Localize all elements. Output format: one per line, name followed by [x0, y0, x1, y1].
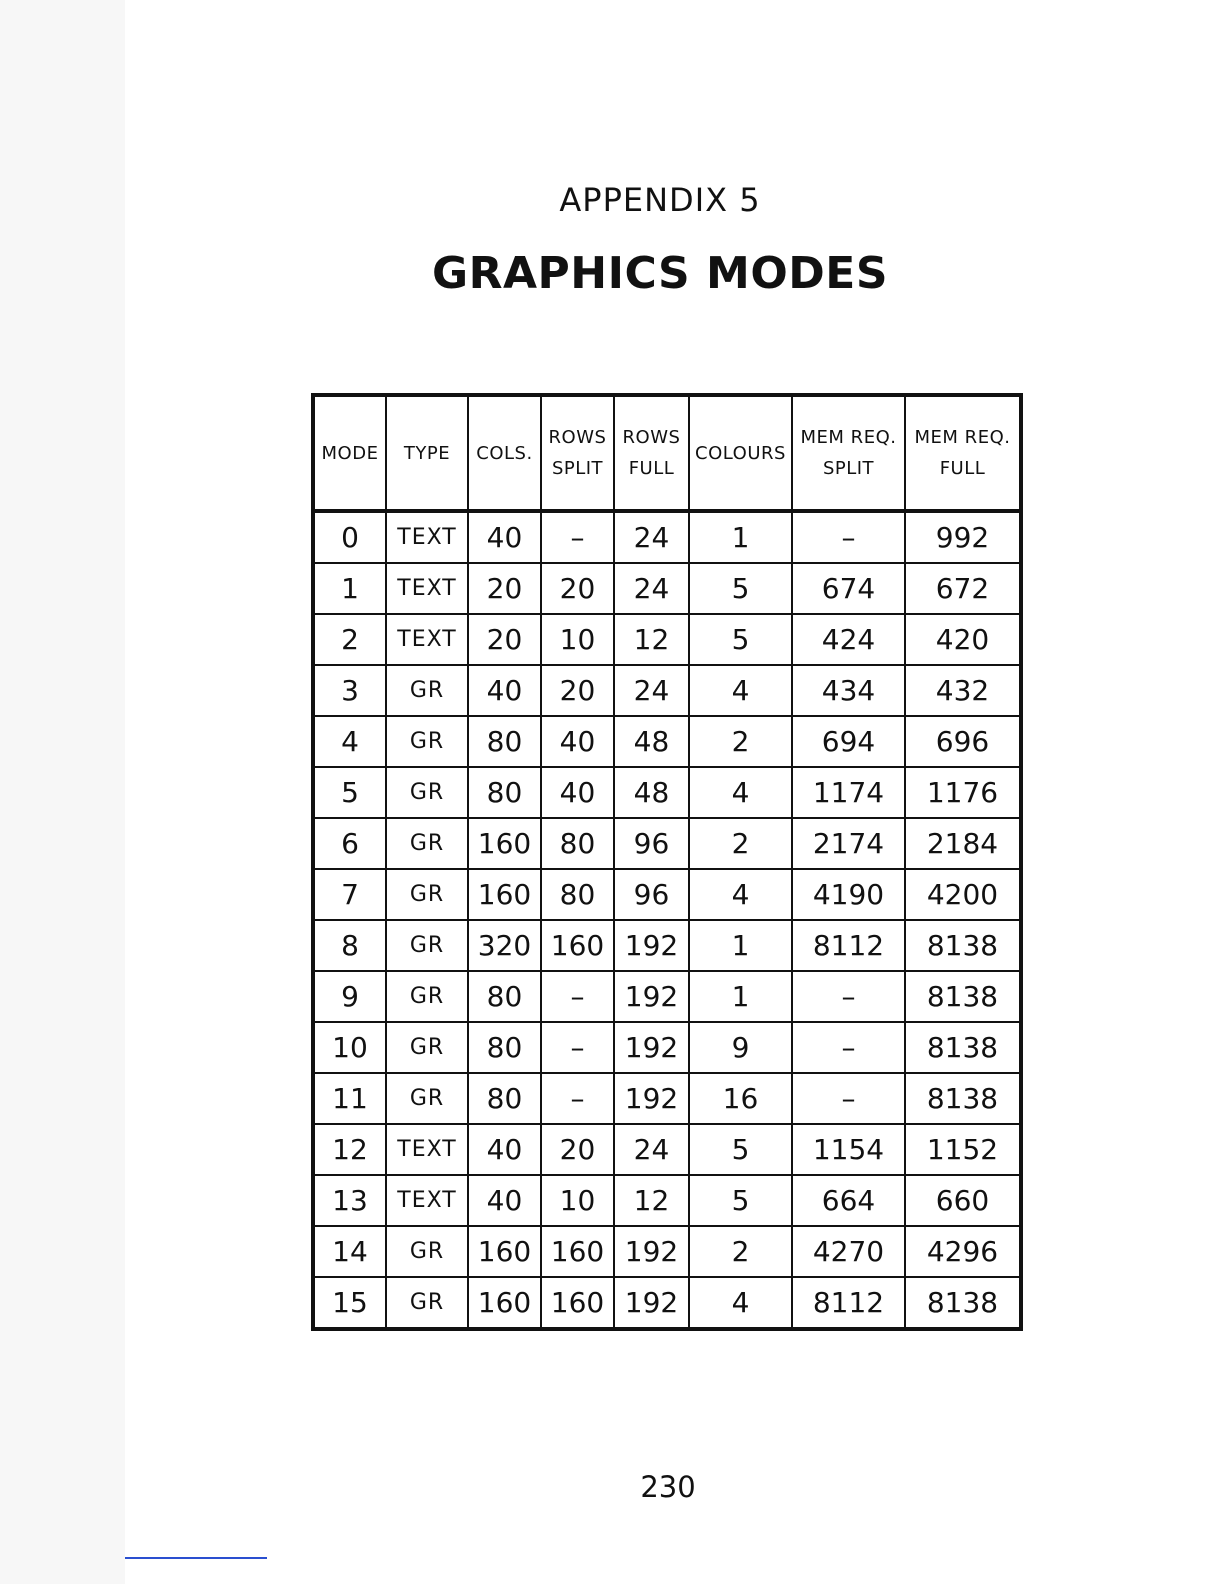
cell-type: TEXT: [386, 614, 468, 665]
cell-rows-full: 192: [614, 1073, 689, 1124]
table-row: [313, 818, 1021, 869]
cell-colours: 1: [689, 511, 792, 563]
cell-mode: 9: [313, 971, 386, 1022]
cell-mem-req-full: 420: [905, 614, 1021, 665]
cell-rows-split: 80: [541, 869, 614, 920]
header-mem-req-full: MEM REQ. FULL: [905, 395, 1021, 511]
cell-mode: 2: [313, 614, 386, 665]
cell-mem-req-full: 992: [905, 511, 1021, 563]
cell-rows-split: 160: [541, 1226, 614, 1277]
cell-colours: 1: [689, 971, 792, 1022]
table-row: [313, 1175, 1021, 1226]
table-row: [313, 869, 1021, 920]
cell-rows-split: 20: [541, 563, 614, 614]
cell-mem-req-full: 4200: [905, 869, 1021, 920]
cell-colours: 1: [689, 920, 792, 971]
cell-mode: 0: [313, 511, 386, 563]
cell-rows-split: 40: [541, 716, 614, 767]
cell-type: GR: [386, 818, 468, 869]
appendix-heading: APPENDIX 5: [559, 181, 761, 219]
cell-mem-req-split: 8112: [792, 920, 905, 971]
cell-colours: 9: [689, 1022, 792, 1073]
cell-colours: 4: [689, 767, 792, 818]
cell-mem-req-split: –: [792, 1022, 905, 1073]
cell-mem-req-split: 8112: [792, 1277, 905, 1329]
table-row: [313, 665, 1021, 716]
cell-mem-req-split: 2174: [792, 818, 905, 869]
cell-rows-full: 48: [614, 716, 689, 767]
table-row: [313, 716, 1021, 767]
cell-type: GR: [386, 767, 468, 818]
cell-rows-full: 96: [614, 869, 689, 920]
cell-rows-split: 40: [541, 767, 614, 818]
cell-mode: 5: [313, 767, 386, 818]
page-margin-shade: [0, 0, 125, 1584]
header-rows-full: ROWS FULL: [614, 395, 689, 511]
cell-type: GR: [386, 1277, 468, 1329]
cell-mem-req-full: 1176: [905, 767, 1021, 818]
cell-mem-req-full: 8138: [905, 920, 1021, 971]
cell-rows-full: 12: [614, 614, 689, 665]
cell-mem-req-full: 1152: [905, 1124, 1021, 1175]
cell-rows-split: –: [541, 511, 614, 563]
cell-rows-full: 24: [614, 665, 689, 716]
cell-mode: 4: [313, 716, 386, 767]
cell-rows-split: –: [541, 1073, 614, 1124]
cell-mode: 11: [313, 1073, 386, 1124]
cell-mem-req-split: –: [792, 971, 905, 1022]
header-type: TYPE: [386, 395, 468, 511]
cell-cols: 160: [468, 818, 541, 869]
cell-mem-req-full: 8138: [905, 1277, 1021, 1329]
cell-cols: 40: [468, 665, 541, 716]
cell-mode: 15: [313, 1277, 386, 1329]
table-row: [313, 1022, 1021, 1073]
cell-colours: 16: [689, 1073, 792, 1124]
cell-mode: 1: [313, 563, 386, 614]
cell-cols: 80: [468, 767, 541, 818]
cell-mode: 6: [313, 818, 386, 869]
cell-colours: 5: [689, 614, 792, 665]
header-mem-req-split: MEM REQ. SPLIT: [792, 395, 905, 511]
table-row: [313, 1124, 1021, 1175]
cell-colours: 5: [689, 1175, 792, 1226]
cell-colours: 4: [689, 869, 792, 920]
cell-mode: 14: [313, 1226, 386, 1277]
cell-rows-split: 80: [541, 818, 614, 869]
table-row: [313, 767, 1021, 818]
cell-mem-req-split: 1154: [792, 1124, 905, 1175]
cell-cols: 80: [468, 971, 541, 1022]
cell-mem-req-split: 424: [792, 614, 905, 665]
page-number: 230: [640, 1470, 696, 1504]
cell-cols: 40: [468, 1124, 541, 1175]
cell-cols: 20: [468, 563, 541, 614]
cell-mode: 13: [313, 1175, 386, 1226]
cell-type: TEXT: [386, 563, 468, 614]
cell-mem-req-split: 4270: [792, 1226, 905, 1277]
table-row: [313, 1226, 1021, 1277]
cell-colours: 4: [689, 1277, 792, 1329]
cell-rows-split: 20: [541, 1124, 614, 1175]
graphics-modes-table: [311, 393, 1023, 1331]
cell-cols: 80: [468, 1073, 541, 1124]
table-row: [313, 563, 1021, 614]
cell-rows-full: 192: [614, 1022, 689, 1073]
cell-cols: 40: [468, 1175, 541, 1226]
cell-cols: 320: [468, 920, 541, 971]
cell-rows-full: 192: [614, 1277, 689, 1329]
table-row: [313, 1277, 1021, 1329]
header-colours: COLOURS: [689, 395, 792, 511]
cell-rows-split: 20: [541, 665, 614, 716]
cell-cols: 80: [468, 716, 541, 767]
cell-type: GR: [386, 1226, 468, 1277]
cell-rows-full: 192: [614, 920, 689, 971]
header-rows-split: ROWS SPLIT: [541, 395, 614, 511]
cell-cols: 40: [468, 511, 541, 563]
cell-rows-full: 24: [614, 563, 689, 614]
cell-cols: 80: [468, 1022, 541, 1073]
table-header-row: [313, 395, 1021, 511]
cell-colours: 2: [689, 716, 792, 767]
cell-mem-req-split: –: [792, 1073, 905, 1124]
cell-mode: 8: [313, 920, 386, 971]
cell-colours: 4: [689, 665, 792, 716]
table-row: [313, 920, 1021, 971]
cell-rows-full: 24: [614, 511, 689, 563]
cell-rows-full: 12: [614, 1175, 689, 1226]
cell-type: GR: [386, 665, 468, 716]
cell-mem-req-full: 8138: [905, 1073, 1021, 1124]
cell-mem-req-full: 660: [905, 1175, 1021, 1226]
table-row: [313, 971, 1021, 1022]
cell-type: GR: [386, 1073, 468, 1124]
cell-type: GR: [386, 716, 468, 767]
cell-cols: 20: [468, 614, 541, 665]
cell-rows-full: 48: [614, 767, 689, 818]
cell-rows-full: 96: [614, 818, 689, 869]
cell-colours: 2: [689, 818, 792, 869]
cell-mem-req-split: 4190: [792, 869, 905, 920]
table-body: [313, 511, 1021, 1329]
cell-colours: 5: [689, 563, 792, 614]
cell-type: GR: [386, 920, 468, 971]
cell-rows-full: 192: [614, 1226, 689, 1277]
cell-mem-req-split: –: [792, 511, 905, 563]
cell-type: GR: [386, 971, 468, 1022]
cell-rows-split: 160: [541, 1277, 614, 1329]
cell-rows-split: –: [541, 1022, 614, 1073]
cell-type: TEXT: [386, 511, 468, 563]
cell-mem-req-full: 8138: [905, 1022, 1021, 1073]
cell-mem-req-split: 434: [792, 665, 905, 716]
cell-type: GR: [386, 869, 468, 920]
cell-mode: 7: [313, 869, 386, 920]
cell-mem-req-full: 8138: [905, 971, 1021, 1022]
cell-mem-req-full: 672: [905, 563, 1021, 614]
page-title: GRAPHICS MODES: [431, 248, 889, 299]
cell-cols: 160: [468, 1226, 541, 1277]
table-row: [313, 614, 1021, 665]
cell-type: GR: [386, 1022, 468, 1073]
cell-mem-req-full: 2184: [905, 818, 1021, 869]
cell-rows-split: 10: [541, 614, 614, 665]
cell-rows-full: 192: [614, 971, 689, 1022]
cell-mem-req-split: 664: [792, 1175, 905, 1226]
table-row: [313, 511, 1021, 563]
bottom-rule: [125, 1557, 267, 1559]
cell-rows-split: –: [541, 971, 614, 1022]
cell-mem-req-split: 694: [792, 716, 905, 767]
cell-rows-split: 10: [541, 1175, 614, 1226]
cell-mode: 12: [313, 1124, 386, 1175]
table-row: [313, 1073, 1021, 1124]
cell-mode: 3: [313, 665, 386, 716]
cell-mem-req-split: 1174: [792, 767, 905, 818]
cell-cols: 160: [468, 1277, 541, 1329]
cell-colours: 5: [689, 1124, 792, 1175]
cell-colours: 2: [689, 1226, 792, 1277]
cell-rows-split: 160: [541, 920, 614, 971]
cell-type: TEXT: [386, 1124, 468, 1175]
header-cols: COLS.: [468, 395, 541, 511]
cell-mem-req-split: 674: [792, 563, 905, 614]
cell-mem-req-full: 4296: [905, 1226, 1021, 1277]
cell-rows-full: 24: [614, 1124, 689, 1175]
cell-mem-req-full: 696: [905, 716, 1021, 767]
cell-cols: 160: [468, 869, 541, 920]
cell-mem-req-full: 432: [905, 665, 1021, 716]
header-mode: MODE: [313, 395, 386, 511]
cell-type: TEXT: [386, 1175, 468, 1226]
cell-mode: 10: [313, 1022, 386, 1073]
